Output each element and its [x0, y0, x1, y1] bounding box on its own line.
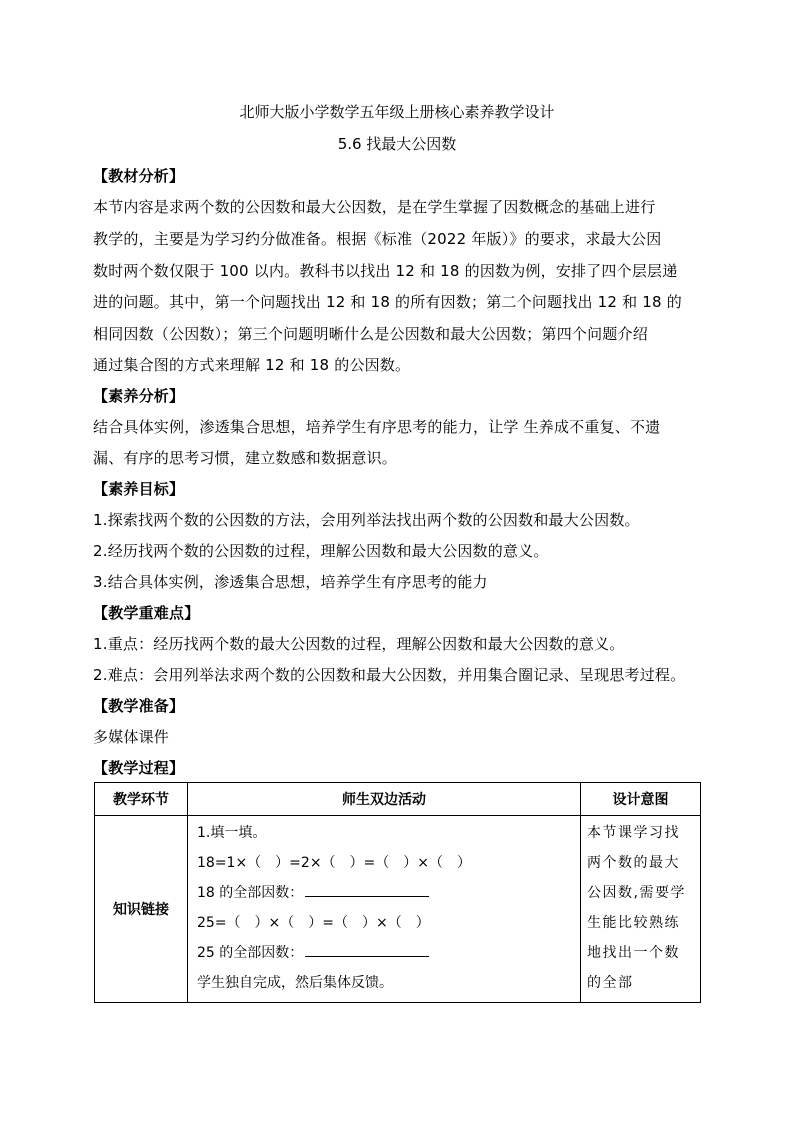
column-header-activity: 师生双边活动	[188, 783, 581, 816]
activity-line	[188, 878, 580, 908]
prep-item: 多媒体课件	[93, 728, 170, 746]
fill-prompt: 25 的全部因数：	[197, 945, 304, 961]
paragraph-line: 本节内容是求两个数的公因数和最大公因数，是在学生掌握了因数概念的基础上进行	[93, 198, 656, 216]
intent-line: 本节课学习找	[587, 825, 680, 841]
activity-line: 1.填一填。	[197, 825, 267, 841]
paragraph-line: 数时两个数仅限于 100 以内。教科书以找出 12 和 18 的因数为例，安排了四个层层递	[93, 262, 678, 280]
answer-blank	[305, 884, 429, 897]
activity-line: 18=1×（ ）=2×（ ）=（ ）×（ ）	[197, 855, 472, 871]
section-heading-material: 【教材分析】	[93, 167, 185, 185]
table-header-row	[95, 783, 701, 816]
table-row	[95, 816, 701, 1003]
intent-line: 两个数的最大	[587, 855, 680, 871]
column-header-intent: 设计意图	[581, 783, 701, 816]
goal-item: 1.探索找两个数的公因数的方法，会用列举法找出两个数的公因数和最大公因数。	[93, 511, 640, 529]
fill-prompt: 18 的全部因数：	[197, 885, 304, 901]
stage-cell: 知识链接	[95, 816, 188, 1003]
section-heading-keypoints: 【教学重难点】	[93, 604, 200, 622]
column-header-stage: 教学环节	[95, 783, 188, 816]
lesson-title: 5.6 找最大公因数	[337, 135, 457, 153]
keypoint-item: 1.重点：经历找两个数的最大公因数的过程，理解公因数和最大公因数的意义。	[93, 635, 625, 653]
activity-line: 25=（ ）×（ ）=（ ）×（ ）	[197, 915, 430, 931]
section-heading-process: 【教学过程】	[93, 759, 185, 777]
paragraph-line: 漏、有序的思考习惯，建立数感和数据意识。	[93, 449, 398, 467]
paragraph-line: 通过集合图的方式来理解 12 和 18 的公因数。	[93, 356, 411, 374]
activity-line	[188, 938, 580, 968]
goal-item: 3.结合具体实例，渗透集合思想，培养学生有序思考的能力	[93, 573, 488, 591]
section-heading-literacy: 【素养分析】	[93, 387, 185, 405]
section-heading-goals: 【素养目标】	[93, 480, 185, 498]
intent-cell	[581, 816, 701, 1003]
goal-item: 2.经历找两个数的公因数的过程，理解公因数和最大公因数的意义。	[93, 542, 549, 560]
intent-line: 地找出一个数	[587, 945, 680, 961]
intent-line: 公因数,需要学	[587, 885, 686, 901]
section-heading-prep: 【教学准备】	[93, 697, 185, 715]
answer-blank	[305, 944, 429, 957]
activity-cell	[188, 816, 581, 1003]
paragraph-line: 结合具体实例，渗透集合思想，培养学生有序思考的能力，让学 生养成不重复、不遗	[93, 418, 661, 436]
paragraph-line: 相同因数（公因数）；第三个问题明晰什么是公因数和最大公因数；第四个问题介绍	[93, 325, 648, 343]
paragraph-line: 进的问题。其中，第一个问题找出 12 和 18 的所有因数；第二个问题找出 12 和 18 的	[93, 293, 682, 311]
intent-line: 的全部	[587, 975, 634, 991]
keypoint-item: 2.难点：会用列举法求两个数的公因数和最大公因数，并用集合圈记录、呈现思考过程。	[93, 666, 686, 684]
teaching-process-table	[94, 782, 701, 1003]
intent-line: 生能比较熟练	[587, 915, 680, 931]
paragraph-line: 教学的，主要是为学习约分做准备。根据《标准（2022 年版）》的要求，求最大公因	[93, 230, 662, 248]
document-title: 北师大版小学数学五年级上册核心素养教学设计	[239, 103, 555, 121]
activity-line: 学生独自完成，然后集体反馈。	[197, 975, 393, 991]
